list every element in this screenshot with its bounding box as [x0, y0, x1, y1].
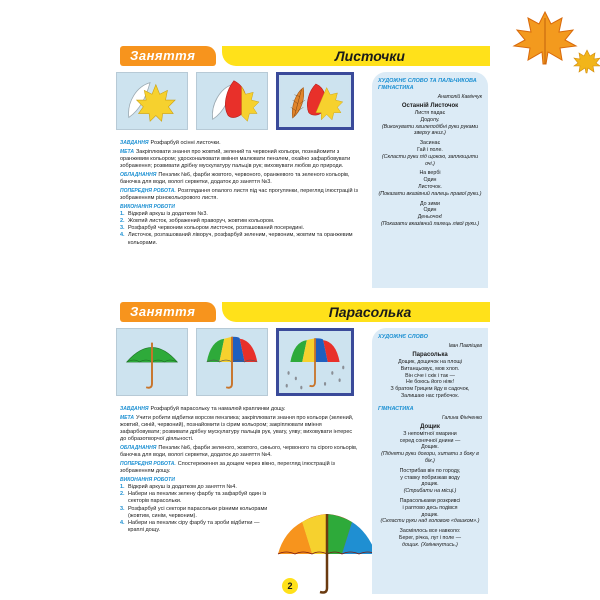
poem-title: Дощик [420, 423, 440, 430]
poem-lines [378, 110, 482, 228]
poem-line: Засміялось все навколо: [399, 528, 461, 535]
poem-line: З непомітної хмарини [403, 430, 457, 437]
poem-line: Засинає [419, 140, 441, 147]
panel-section-title: ХУДОЖНЄ СЛОВО ТА ПАЛЬЧИКОВА ГІМНАСТИКА [378, 78, 477, 91]
poem-line: Дощик. [421, 444, 439, 451]
poem-line: Пострибав він по городу, [399, 467, 461, 474]
poem-instruction: (Показати вказівний палець правої руки.) [378, 190, 482, 197]
leaf-red-picture [196, 72, 268, 130]
leaf-colored-picture [276, 72, 354, 130]
poem-line: З братом Грицем йду в садочок, [390, 386, 470, 393]
poem-line: дощик. [421, 511, 439, 518]
umbrella-icon [116, 328, 188, 396]
task-paragraph: ЗАВДАННЯ Розфарбуй осінні листочки. [120, 140, 221, 146]
topic-title: Листочки [335, 48, 405, 64]
step-item: 1. Відкрий аркуш із додатком до заняття №4. [120, 484, 237, 491]
poem-line: у ставку побризкав воду [400, 474, 460, 481]
poem-line: Один [423, 207, 437, 214]
poem-line: серед сонячної днини — [399, 437, 461, 444]
poem-author: Галина Фініченко [441, 414, 482, 421]
poem-line: Додолу. [420, 116, 440, 123]
poem-instruction: (Підняти руки догори, хитати з боку в бік.) [381, 451, 479, 464]
lesson-description [120, 140, 360, 247]
poem-instruction: (Скласти руки під щокою, заплющити очі.) [381, 153, 479, 167]
poem-line: дощик. [421, 481, 439, 488]
step-item: 4. Набери на пензлик сіру фарбу та зроби відбитки — краплі дощу. [120, 520, 260, 534]
poem-panel [372, 72, 488, 288]
poem-line: До зими [419, 200, 441, 207]
umbrella-icon [196, 328, 268, 396]
step-item: 1. Відкрий аркуш із додатком №3. [120, 210, 208, 217]
poem-line: Листя падає [414, 110, 446, 116]
poem-line: Він січе і скік і так — [405, 372, 455, 379]
steps-title: ВИКОНАННЯ РОБОТИ [120, 476, 175, 483]
poem-line: і раптово десь подівся [402, 504, 458, 511]
umbrella-icon [276, 328, 354, 396]
preparation-paragraph: ПОПЕРЕДНЯ РОБОТА. Спостереження за дощем через вікно, перегляд ілюстрацій із зображенням дощу. [120, 460, 335, 475]
poem-line: Витанцьовує, мов хлоп. [400, 365, 460, 372]
poem-title: Парасолька [412, 352, 448, 358]
poem-line: Один [423, 177, 437, 184]
poem-instruction: (Виконувати хвилеподібні руки руками зверху вниз.) [381, 123, 479, 137]
goal-paragraph: МЕТА Учити робити відбитки ворсом пензлика; закріплювати знання про кольори (зелений, жовтий, синій, червоний), познайомити із сірим кольором; закріплювати вміння зафарбовувати; розвивати дрібну мускулатуру пальців рук, увагу, уяву; виховувати інтерес до образотворчої діяльності. [120, 414, 354, 443]
equipment-paragraph: ОБЛАДНАННЯ Пензлик №6, фарби зеленого, жовтого, синього, червоного та сірого кольорів, баночка для води, вологі серветки, додаток до заняття №4. [120, 445, 358, 459]
step-item: 2. Жовтий листок, зображений праворуч, жовтим кольором. [120, 218, 275, 225]
poem-instruction: (Скласти руки над головою «дашком».) [380, 518, 480, 525]
poem-lines [378, 359, 482, 400]
poem-line: Дощик, дощичок на площі [398, 359, 462, 365]
step-item: 3. Розфарбуй червоним кольором листочок, розташований посередині. [120, 225, 305, 232]
poem-line: Деньочок! [417, 214, 443, 221]
maple-leaf-icon [510, 8, 580, 66]
poem-title: Останній Листочок [401, 103, 459, 109]
step-item: 4. Листочок, розташований ліворуч, розфарбуй зеленим, червоним, жовтим та оранжевим кольорами. [120, 232, 353, 246]
poem-line: Парасольками розкривсі [399, 497, 461, 504]
topic-title: Парасолька [328, 304, 412, 320]
poem-line: Не боюсь його ніяк! [406, 379, 454, 386]
step-item: 3. Розфарбуй усі сектори парасольки різними кольорами (жовтим, синім, червоним). [120, 505, 268, 519]
leaf-illustrations [116, 72, 354, 132]
poem-line: Берег, річка, луг і поле — [398, 534, 462, 541]
goal-paragraph: МЕТА Закріплювати знання про жовтий, зелений та червоний кольори, познайомити з оранжевим кольором; удосконалювати вміння малювати пензлем, охайно зафарбовувати зображення; розвивати дрібну мускулатуру пальців рук; виховувати любов до природи. [120, 148, 351, 170]
leaf-outline-picture [116, 72, 188, 130]
equipment-paragraph: ОБЛАДНАННЯ Пензлик №6, фарби жовтого, червоного, оранжевого та зеленого кольорів, баночка для води, вологі серветки, додаток до заняття №3. [120, 171, 350, 186]
preparation-paragraph: ПОПЕРЕДНЯ РОБОТА. Розглядання опалого листя під час прогулянки, перегляд ілюстрацій із зображенням різнокольорового листя. [120, 187, 358, 201]
poem-line: Залишаю нас грибочок. [400, 392, 460, 399]
poem-panel [372, 328, 488, 594]
workbook-page [110, 8, 490, 596]
page-number: 2 [282, 578, 298, 594]
poem-lines [378, 431, 482, 549]
panel-section-title: ГІМНАСТИКА [378, 405, 414, 412]
lesson-number-tab: Заняття [120, 302, 216, 322]
task-paragraph: ЗАВДАННЯ Розфарбуй парасольку та намалюй краплинки дощу. [120, 406, 286, 412]
lesson-header [110, 300, 490, 324]
umbrella-illustrations [116, 328, 354, 398]
poem-instruction: (Стрибати на місці.) [403, 488, 457, 495]
poem-line: Гай і поле. [417, 146, 443, 153]
step-item: 2. Набери на пензлик зелену фарбу та зафарбуй один із секторів парасольки. [120, 491, 267, 505]
poem-author: Іван Павліщев [448, 343, 482, 349]
steps-title: ВИКОНАННЯ РОБОТИ [120, 203, 175, 210]
poem-instruction: дощик. (Хмінкнутись.) [402, 541, 458, 548]
poem-instruction: (Показати вказівний палець лівої руки.) [380, 220, 480, 227]
lesson-header [110, 44, 490, 68]
poem-line: На вербі [419, 170, 441, 177]
maple-leaf-icon [572, 48, 600, 74]
lesson-number-tab: Заняття [120, 46, 216, 66]
poem-author: Анатолій Камінчук [437, 94, 482, 100]
panel-section-title: ХУДОЖНЄ СЛОВО [378, 334, 428, 340]
poem-line: Листочок. [418, 183, 442, 190]
